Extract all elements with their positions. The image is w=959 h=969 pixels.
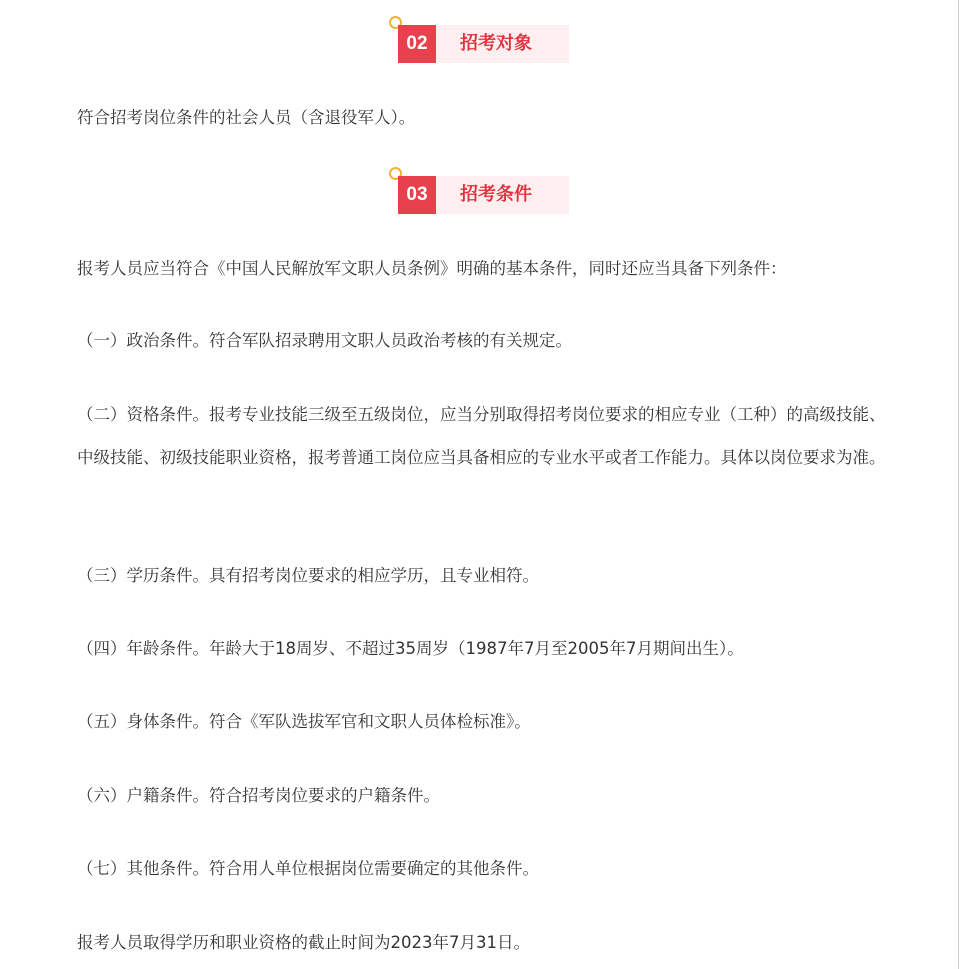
section-number: 02 bbox=[398, 25, 436, 63]
paragraph-qualification-conditions: （二）资格条件。报考专业技能三级至五级岗位，应当分别取得招考岗位要求的相应专业（工种）的高级技能、中级技能、初级技能职业资格，报考普通工岗位应当具备相应的专业水平或者工作能力。具体以岗位要求为准。 bbox=[77, 405, 886, 467]
paragraph-basic-conditions: 报考人员应当符合《中国人民解放军文职人员条例》明确的基本条件，同时还应当具备下列条件： bbox=[77, 259, 787, 278]
section-header-03 bbox=[398, 176, 569, 214]
section-header-02 bbox=[398, 25, 569, 63]
paragraph-recruitment-target: 符合招考岗位条件的社会人员（含退役军人）。 bbox=[77, 108, 416, 127]
section-number: 03 bbox=[398, 176, 436, 214]
section-title: 招考条件 bbox=[460, 184, 532, 205]
paragraph-political-conditions: （一）政治条件。符合军队招录聘用文职人员政治考核的有关规定。 bbox=[77, 331, 572, 350]
paragraph-other-conditions: （七）其他条件。符合用人单位根据岗位需要确定的其他条件。 bbox=[77, 859, 539, 878]
paragraph-residence-conditions: （六）户籍条件。符合招考岗位要求的户籍条件。 bbox=[77, 786, 440, 805]
paragraph-physical-conditions: （五）身体条件。符合《军队选拔军官和文职人员体检标准》。 bbox=[77, 712, 531, 731]
paragraph-age-conditions: （四）年龄条件。年龄大于18周岁、不超过35周岁（1987年7月至2005年7月期间出生）。 bbox=[77, 639, 744, 658]
section-title: 招考对象 bbox=[460, 33, 532, 54]
paragraph-education-conditions: （三）学历条件。具有招考岗位要求的相应学历，且专业相符。 bbox=[77, 566, 539, 585]
paragraph-deadline: 报考人员取得学历和职业资格的截止时间为2023年7月31日。 bbox=[77, 933, 530, 952]
